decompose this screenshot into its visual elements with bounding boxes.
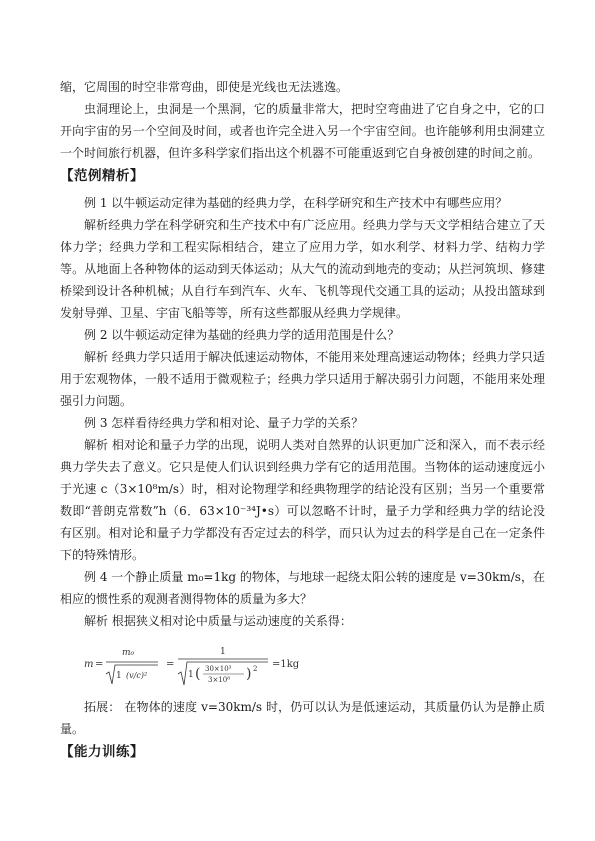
formula-equals-2: = <box>166 659 175 670</box>
example-1-question: 例 1 以牛顿运动定律为基础的经典力学，在科学研究和生产技术中有哪些应用？ <box>84 196 508 210</box>
example-2-analysis: 解析 经典力学只适用于解决低速运动物体，不能用来处理高速运动物体；经典力学只适用于宏观物体，一般不适用于微观粒子；经典力学只适用于解决弱引力问题，不能用来处理强引力问题。 <box>60 350 545 408</box>
intro-paragraph-wormhole: 虫洞理论上，虫洞是一个黑洞，它的质量非常大，把时空弯曲进了它自身之中，它的口开向宇宙的另一个空间及时间，或者也许完全进入另一个宇宙空间。也许能够利用虫洞建立一个时间旅行机器，但许多科学家们指出这个机器不可能重返到它自身被创建的时间之前。 <box>60 102 545 160</box>
section-title-training: 【能力训练】 <box>60 744 144 760</box>
formula-paren-close: ) <box>246 666 252 682</box>
formula-result: =1kg <box>272 659 300 670</box>
formula-m0: m₀ <box>122 648 135 658</box>
formula-m: m <box>84 659 94 670</box>
formula-exponent: 2 <box>253 665 258 673</box>
example-3-analysis: 解析 相对论和量子力学的出现，说明人类对自然界的认识更加广泛和深入，而不表示经典力学失去了意义。它只是使人们认识到经典力学有它的适用范围。当物体的运动速度远小于光速 c（3×10⁸m/s）时，相对论物理学和经典物理学的结论没有区别；当另一个重要常数即“普朗克常数”h（6．63×10⁻³⁴J•s）可以忽略不计时，量子力学和经典力学的结论没有区别。相对论和量子力学都没有否定过去的科学，而只认为过去的科学是自己在一定条件下的特殊情形。 <box>60 438 545 562</box>
formula-numerator: 30×10³ <box>205 665 232 673</box>
formula-denominator: 3×10⁸ <box>208 676 231 684</box>
extension-note: 拓展： 在物体的速度 v=30km/s 时，仍可以认为是低速运动，其质量仍认为是静止质量。 <box>60 700 545 736</box>
intro-paragraph-1: 缩，它周围的时空非常弯曲，即使是光线也无法逃逸。 <box>60 80 349 94</box>
formula-paren-open: ( <box>195 666 201 682</box>
formula-equals-1: = <box>95 659 104 670</box>
example-4-analysis: 解析 根据狭义相对论中质量与运动速度的关系得： <box>84 614 352 628</box>
example-3-question: 例 3 怎样看待经典力学和相对论、量子力学的关系？ <box>84 416 364 430</box>
section-title-examples: 【范例精析】 <box>60 168 144 184</box>
example-1-analysis: 解析经典力学在科学研究和生产技术中有广泛应用。经典力学与天文学相结合建立了天体力学；经典力学和工程实际相结合，建立了应用力学，如水利学、材料力学、结构力学等。从地面上各种物体的运动到天体运动；从大气的流动到地壳的变动；从拦河筑坝、修建桥梁到设计各种机械；从自行车到汽车、火车、飞机等现代交通工具的运动；从投出篮球到发射导弹、卫星、宇宙飞船等等，所有这些都服从经典力学规律。 <box>60 218 545 320</box>
page-content <box>60 76 545 764</box>
formula-v-over-c: (v/c)² <box>126 671 148 680</box>
formula-one-2: 1 <box>220 647 226 657</box>
example-4-question: 例 4 一个静止质量 m₀=1kg 的物体，与地球一起绕太阳公转的速度是 v=30km/s，在相应的惯性系的观测者测得物体的质量为多大？ <box>60 570 545 606</box>
relativistic-mass-formula <box>82 638 312 688</box>
formula-one-1: 1 <box>116 671 122 681</box>
example-2-question: 例 2 以牛顿运动定律为基础的经典力学的适用范围是什么？ <box>84 328 400 342</box>
formula-one-3: 1 <box>188 670 194 680</box>
